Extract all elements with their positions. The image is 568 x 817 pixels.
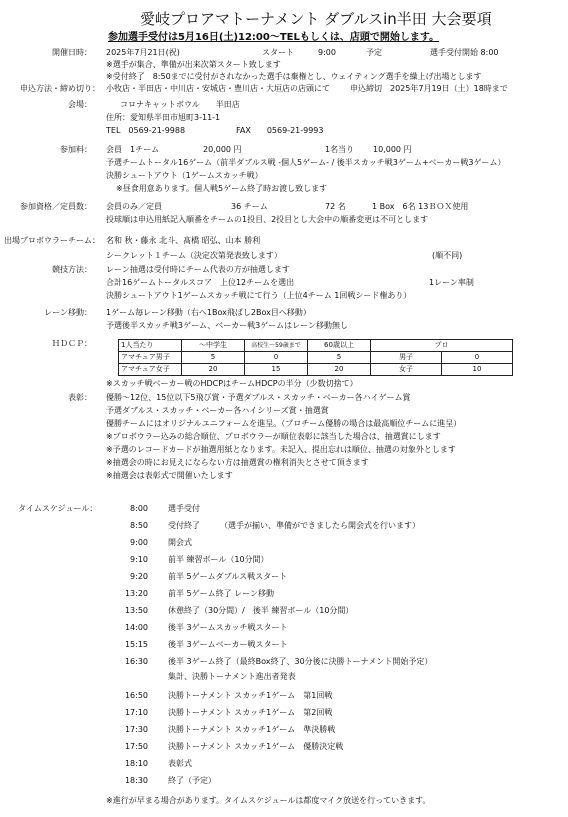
hdcp-cell: アマチュア男子 (119, 352, 182, 364)
event-date: 2025年7月21日(祝) (106, 48, 180, 57)
hdcp-cell: 15 (245, 364, 308, 376)
hdcp-header-cell: ～中学生 (182, 340, 245, 352)
timetable-item: 表彰式 (168, 759, 192, 768)
pro-order-note: (順不同) (432, 251, 463, 260)
timetable-item: 前半 5ゲーム終了 レーン移動 (168, 589, 275, 598)
hdcp-cell: 10 (442, 364, 513, 376)
hdcp-cell: 男子 (371, 352, 442, 364)
eligibility-people: 72 名 (325, 202, 346, 211)
timetable-item: 後半 3ゲームスカッチ戦スタート (168, 623, 288, 632)
timetable-time: 17:30 (124, 725, 148, 734)
fee-line-3: ※昼食用意あります。個人戦5ゲーム終了時お渡し致します (116, 184, 328, 193)
timetable-time: 8:00 (130, 504, 148, 513)
hdcp-header-cell: 60歳以上 (308, 340, 371, 352)
timetable-time: 14:00 (124, 623, 148, 632)
award-label: 表彰： (68, 393, 92, 402)
timetable-time: 9:00 (130, 538, 148, 547)
pro-names: 名和 秋・藤永 北斗、髙橋 昭弘、山本 勝利 (106, 236, 261, 245)
eligibility-label: 参加資格／定員数： (20, 202, 92, 211)
format-line-3: 決勝シュートアウト1ゲームスカッチ戦にて行う（上位4チーム 1回戦シード権あり） (106, 291, 412, 300)
fee-label: 参加料： (60, 145, 92, 154)
award-line-2: 予選ダブルス・スカッチ・ベーカー各ハイシリーズ賞・抽選賞 (106, 406, 329, 415)
timetable-item: 後半 3ゲーム終了（最終Box終了、30分後に決勝トーナメント開始予定） (168, 657, 433, 666)
venue-fax: FAX 0569-21-9993 (236, 126, 324, 135)
award-line-5: ※予選のレコードカードが抽選用紙となります。未記入、提出忘れは順位、抽選の対象外とします (106, 445, 456, 454)
venue-name: コロナキャットボウル 半田店 (120, 100, 240, 109)
hdcp-row-female (119, 364, 513, 376)
eligibility-teams: 36 チーム (231, 202, 268, 211)
award-line-7: ※抽選会は表彰式で開催いたします (106, 471, 233, 480)
timetable-time: 13:50 (124, 606, 148, 615)
format-line-2: 合計16ゲームトータルスコア 上位12チームを選出 (106, 278, 295, 287)
venue-tel: TEL 0569-21-9988 (106, 126, 186, 135)
hdcp-label: ＨＤＣＰ： (52, 339, 92, 348)
fee-line-2: 決勝シュートアウト（1ゲームスカッチ戦） (106, 171, 263, 180)
timetable-label: タイムスケジュール： (18, 504, 98, 513)
hdcp-row-male (119, 352, 513, 364)
hdcp-cell: 0 (442, 352, 513, 364)
timetable-time: 13:20 (124, 589, 148, 598)
timetable-subitem: 集計、決勝トーナメント進出者発表 (168, 672, 296, 681)
apply-shops: 小牧店・半田店・中川店・安城店・豊川店・大垣店の店頭にて (106, 84, 330, 93)
venue-label: 会場： (68, 100, 92, 109)
award-line-4: ※プロボウラー込みの総合順位、プロボウラーが順位表彰に該当した場合は、抽選賞にします (106, 432, 441, 441)
lane-line-1: 1ゲーム毎レーン移動（右へ1Box飛ばし2Box目へ移動） (106, 308, 311, 317)
fee-member: 会員 1チーム (106, 145, 160, 154)
start-plan: 予定 (366, 48, 382, 57)
timetable-time: 15:15 (124, 640, 148, 649)
timetable-time: 9:10 (130, 555, 148, 564)
eligibility-who: 会員のみ／定員 (106, 202, 162, 211)
hdcp-note: ※スカッチ戦ベーカー戦のHDCPはチームHDCPの半分（少数切捨て） (106, 379, 358, 388)
apply-deadline: 申込締切 2025年7月19日（土）18時まで (350, 84, 508, 93)
fee-member-price: 20,000 円 (203, 145, 242, 154)
date-label: 開催日時： (52, 48, 92, 57)
timetable-item: 受付終了 （選手が揃い、準備ができましたら開会式を行います） (168, 521, 420, 530)
page-title: 愛岐プロアマトーナメント ダブルスin半田 大会要項 (140, 10, 492, 28)
hdcp-cell: 20 (182, 364, 245, 376)
timetable-item: 前半 練習ボール（10分間） (168, 555, 269, 564)
timetable-item: 前半 5ゲームダブルス戦スタート (168, 572, 288, 581)
hdcp-header-row (119, 340, 513, 352)
reception-start: 選手受付開始 8:00 (430, 48, 499, 57)
award-line-6: ※抽選会の時にお見えにならない方は抽選賞の権利消失とさせて頂きます (106, 458, 369, 467)
hdcp-cell: アマチュア女子 (119, 364, 182, 376)
registration-notice: 参加選手受付は5月16日(土)12:00～TELもしくは、店頭で開始します。 (108, 32, 440, 43)
hdcp-cell: 0 (245, 352, 308, 364)
venue-address: 住所：愛知県半田市旭町3-11-1 (106, 113, 221, 122)
hdcp-cell: 5 (308, 352, 371, 364)
hdcp-header-cell: プロ (371, 340, 513, 352)
lane-line-2: 予選後半スカッチ戦3ゲーム、ベーカー戦3ゲームはレーン移動無し (106, 321, 349, 330)
start-label: スタート (262, 48, 294, 57)
timetable-item: 決勝トーナメント スカッチ1ゲーム 準決勝戦 (168, 725, 336, 734)
format-line-1: レーン抽選は受付時にチーム代表の方が抽選します (106, 265, 290, 274)
eligibility-note: 投球順は申込用紙記入順番をチームの1投目、2投目とし大会中の順番変更は不可とします (106, 215, 429, 224)
hdcp-cell: 女子 (371, 364, 442, 376)
timetable-time: 18:10 (124, 759, 148, 768)
hdcp-cell: 5 (182, 352, 245, 364)
timetable-time: 16:50 (124, 691, 148, 700)
timetable-time: 17:50 (124, 742, 148, 751)
timetable-item: 開会式 (168, 538, 192, 547)
pro-secret-team: シークレット１チーム（決定次第発表致します） (106, 251, 282, 260)
timetable-time: 9:20 (130, 572, 148, 581)
format-label: 競技方法： (52, 265, 92, 274)
pros-label: 出場プロボウラーチーム： (4, 236, 100, 245)
timetable-item: 終了（予定） (168, 776, 216, 785)
date-note-2: ※受付終了 8:50までに受付がされなかった選手は棄権とし、ウェイティング選手を繰上げ出場とします (106, 72, 482, 81)
timetable-time: 8:50 (130, 521, 148, 530)
fee-line-1: 予選チームトータル16ゲーム（前半ダブルス戦 -個人5ゲーム- / 後半スカッチ戦3ゲーム+ベーカー戦3ゲーム） (106, 158, 506, 167)
timetable-item: 選手受付 (168, 504, 200, 513)
timetable-time: 18:30 (124, 776, 148, 785)
lane-label: レーン移動： (44, 308, 92, 317)
start-time: 9:00 (318, 48, 336, 57)
award-line-1: 優勝～12位、15位以下5飛び賞・予選ダブルス・スカッチ・ベーカー各ハイゲーム賞 (106, 393, 411, 402)
timetable-time: 17:10 (124, 708, 148, 717)
timetable-item: 休憩終了（30分間）/ 後半 練習ボール（10分間） (168, 606, 354, 615)
timetable-item: 後半 3ゲームベーカー戦スタート (168, 640, 288, 649)
timetable-item: 決勝トーナメント スカッチ1ゲーム 第1回戦 (168, 691, 333, 700)
eligibility-box: 1 Box 6名 13ＢＯＸ使用 (372, 202, 469, 211)
date-note-1: ※選手が集合、準備が出来次第スタート致します (106, 60, 281, 69)
timetable-item: 決勝トーナメント スカッチ1ゲーム 第2回戦 (168, 708, 333, 717)
footer-note: ※進行が早まる場合があります。タイムスケジュールは都度マイク放送を行っていきます。 (106, 796, 431, 805)
hdcp-table (118, 339, 513, 376)
apply-label: 申込方法・締め切り： (20, 84, 100, 93)
hdcp-header-cell: 1人当たり (119, 340, 182, 352)
fee-per-person: 1名当り (325, 145, 355, 154)
timetable-time: 16:30 (124, 657, 148, 666)
format-lane-rate: 1レーン率制 (429, 278, 474, 287)
award-line-3: 優勝チームにはオリジナルユニフォームを進呈。（プロチーム優勝の場合は最高順位チームに進呈） (106, 419, 462, 428)
hdcp-header-cell: 高校生～59歳まで (245, 340, 308, 352)
timetable-item: 決勝トーナメント スカッチ1ゲーム 優勝決定戦 (168, 742, 344, 751)
hdcp-cell: 20 (308, 364, 371, 376)
fee-per-person-price: 10,000 円 (373, 145, 412, 154)
